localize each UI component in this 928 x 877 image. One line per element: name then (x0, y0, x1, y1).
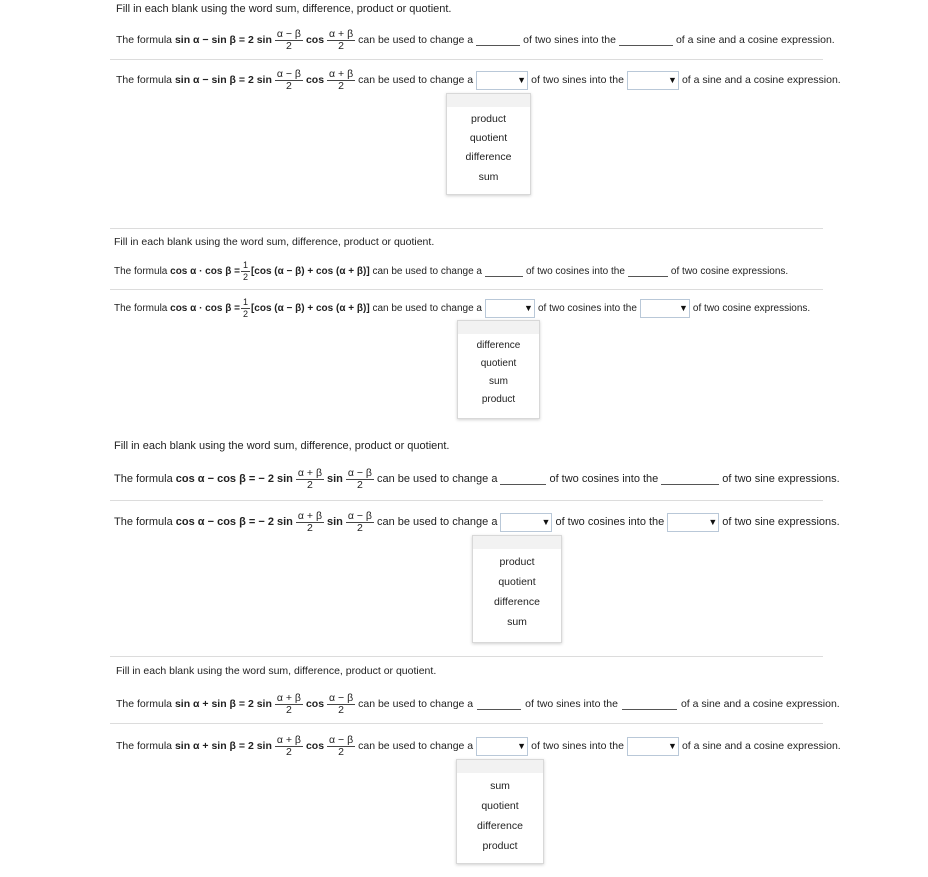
answer-dropdown-2[interactable] (627, 737, 679, 756)
fraction: $\frac{\alpha + \beta}{2}$ (276, 691, 301, 716)
formula-text-2: of two cosines into the (537, 302, 637, 314)
formula-rhs-lead: = 2 sin (238, 34, 272, 46)
divider (110, 228, 823, 229)
dropdown-option[interactable]: sum (507, 616, 527, 628)
formula-text-3: of two sine expressions. (722, 516, 840, 528)
formula-lhs: sin α + sin β (174, 698, 236, 710)
divider (110, 500, 823, 501)
formula-mid-fn: cos (305, 698, 325, 710)
divider (110, 723, 823, 724)
fraction: $\frac{1}{2}$ (242, 259, 248, 282)
dropdown-arrow-icon: ▼ (667, 75, 677, 85)
fraction: $\frac{\alpha + \beta}{2}$ (329, 67, 354, 92)
formula-rhs-lead: = 2 sin (238, 740, 272, 752)
dropdown-arrow-icon: ▼ (524, 303, 533, 313)
fraction: $\frac{\alpha - \beta}{2}$ (347, 466, 372, 491)
answer-blank (622, 699, 677, 710)
fraction: $\frac{\alpha - \beta}{2}$ (329, 691, 354, 716)
dropdown-menu (457, 320, 540, 419)
formula-text-3: of a sine and a cosine expression. (675, 34, 835, 46)
fraction: $\frac{\alpha + \beta}{2}$ (329, 27, 354, 52)
formula-prefix: The formula (114, 302, 168, 314)
instruction-text: Fill in each blank using the word sum, difference, product or quotient. (114, 440, 450, 452)
menu-header (473, 536, 561, 549)
formula-prefix: The formula (114, 473, 173, 485)
formula-lhs: cos α · cos β (170, 265, 232, 277)
formula-text-2: of two sines into the (531, 740, 624, 752)
formula-text-2: of two sines into the (523, 34, 616, 46)
formula-text-1: can be used to change a (358, 34, 474, 46)
formula-rhs-lead: = 2 sin (238, 74, 272, 86)
dropdown-option[interactable]: difference (465, 151, 512, 163)
dropdown-option[interactable]: product (470, 113, 507, 125)
dropdown-option[interactable]: quotient (498, 576, 536, 588)
divider (110, 656, 823, 657)
fraction: $\frac{\alpha + \beta}{2}$ (297, 509, 322, 534)
dropdown-arrow-icon: ▼ (517, 741, 527, 751)
formula-mid-fn: cos (305, 34, 325, 46)
formula-prefix: The formula (114, 265, 168, 277)
formula-line-static (116, 689, 840, 719)
dropdown-option[interactable]: sum (490, 780, 510, 792)
formula-rhs-lead: = 2 sin (238, 698, 272, 710)
formula-line-input (116, 731, 841, 761)
formula-text-2: of two sines into the (531, 74, 624, 86)
answer-blank (476, 35, 520, 46)
dropdown-option[interactable]: product (499, 556, 535, 568)
formula-mid-fn: cos (305, 740, 325, 752)
formula-text-2: of two cosines into the (525, 265, 625, 277)
answer-dropdown-1[interactable] (476, 737, 528, 756)
dropdown-arrow-icon: ▼ (541, 517, 551, 527)
formula-prefix: The formula (116, 698, 173, 710)
answer-dropdown-1[interactable] (485, 299, 535, 318)
dropdown-menu (446, 93, 531, 195)
formula-mid-fn: cos (305, 74, 325, 86)
answer-blank (477, 699, 521, 710)
fraction: $\frac{\alpha - \beta}{2}$ (347, 509, 372, 534)
instruction-text: Fill in each blank using the word sum, difference, product or quotient. (116, 3, 452, 15)
answer-blank (500, 474, 546, 485)
formula-prefix: The formula (116, 34, 173, 46)
formula-text-2: of two cosines into the (555, 516, 665, 528)
formula-text-3: of two sine expressions. (722, 473, 840, 485)
formula-lhs: cos α − cos β (175, 516, 246, 528)
answer-dropdown-2[interactable] (640, 299, 690, 318)
formula-text-1: can be used to change a (372, 302, 482, 314)
formula-text-2: of two cosines into the (549, 473, 659, 485)
formula-line-input (116, 66, 841, 94)
formula-prefix: The formula (114, 516, 173, 528)
formula-bracket: [cos (α − β) + cos (α + β)] (250, 302, 370, 314)
answer-blank (485, 266, 523, 277)
answer-blank (628, 266, 668, 277)
dropdown-option[interactable]: quotient (469, 132, 508, 144)
formula-rhs-lead: = − 2 sin (248, 473, 293, 485)
formula-lhs: cos α − cos β (175, 473, 246, 485)
answer-blank (661, 474, 719, 485)
formula-rhs-lead: = − 2 sin (248, 516, 293, 528)
dropdown-option[interactable]: product (481, 394, 516, 405)
formula-text-3: of two cosine expressions. (670, 265, 789, 277)
divider (110, 59, 823, 60)
formula-text-3: of a sine and a cosine expression. (680, 698, 840, 710)
dropdown-option[interactable]: difference (494, 596, 540, 608)
menu-header (457, 760, 543, 773)
dropdown-option[interactable]: difference (477, 820, 523, 832)
formula-text-1: can be used to change a (376, 473, 498, 485)
formula-line-static (114, 257, 788, 285)
instruction-text: Fill in each blank using the word sum, difference, product or quotient. (116, 665, 437, 677)
formula-line-input (114, 507, 840, 537)
formula-lhs: sin α − sin β (174, 74, 236, 86)
formula-text-1: can be used to change a (372, 265, 482, 277)
menu-header (458, 321, 539, 334)
answer-dropdown-1[interactable] (476, 71, 528, 90)
formula-prefix: The formula (116, 74, 173, 86)
formula-mid-fn: sin (326, 473, 343, 485)
fraction: $\frac{\alpha - \beta}{2}$ (329, 733, 354, 758)
answer-dropdown-2[interactable] (667, 513, 719, 532)
answer-blank (619, 35, 673, 46)
formula-text-1: can be used to change a (358, 698, 474, 710)
divider (110, 289, 823, 290)
dropdown-arrow-icon: ▼ (517, 75, 527, 85)
formula-mid-fn: sin (326, 516, 343, 528)
formula-text-1: can be used to change a (358, 74, 474, 86)
formula-text-2: of two sines into the (525, 698, 618, 710)
formula-lhs: sin α − sin β (174, 34, 236, 46)
dropdown-option[interactable]: product (482, 840, 518, 852)
formula-line-static (114, 464, 840, 494)
fraction: $\frac{1}{2}$ (242, 296, 248, 319)
formula-prefix: The formula (116, 740, 173, 752)
formula-line-input (114, 294, 810, 322)
answer-dropdown-1[interactable] (500, 513, 552, 532)
dropdown-menu (456, 759, 544, 864)
dropdown-menu (472, 535, 562, 643)
formula-line-static (116, 26, 835, 54)
dropdown-arrow-icon: ▼ (667, 741, 677, 751)
formula-text-3: of a sine and a cosine expression. (681, 74, 841, 86)
formula-rhs-lead: = (234, 302, 240, 314)
dropdown-option[interactable]: difference (476, 340, 521, 351)
dropdown-option[interactable]: sum (478, 171, 499, 183)
formula-text-3: of a sine and a cosine expression. (681, 740, 841, 752)
formula-lhs: sin α + sin β (174, 740, 236, 752)
fraction: $\frac{\alpha - \beta}{2}$ (276, 67, 301, 92)
formula-text-1: can be used to change a (376, 516, 498, 528)
formula-text-3: of two cosine expressions. (692, 302, 811, 314)
formula-rhs-lead: = (234, 265, 240, 277)
formula-text-1: can be used to change a (358, 740, 474, 752)
fraction: $\frac{\alpha + \beta}{2}$ (276, 733, 301, 758)
dropdown-option[interactable]: quotient (481, 800, 519, 812)
formula-bracket: [cos (α − β) + cos (α + β)] (250, 265, 370, 277)
dropdown-option[interactable]: sum (489, 376, 508, 387)
dropdown-arrow-icon: ▼ (678, 303, 688, 313)
fraction: $\frac{\alpha + \beta}{2}$ (297, 466, 322, 491)
fraction: $\frac{\alpha - \beta}{2}$ (276, 27, 301, 52)
instruction-text: Fill in each blank using the word sum, difference, product or quotient. (114, 236, 435, 248)
answer-dropdown-2[interactable] (627, 71, 679, 90)
formula-lhs: cos α · cos β (170, 302, 232, 314)
dropdown-arrow-icon: ▼ (708, 517, 718, 527)
menu-header (447, 94, 530, 107)
dropdown-option[interactable]: quotient (480, 358, 517, 369)
